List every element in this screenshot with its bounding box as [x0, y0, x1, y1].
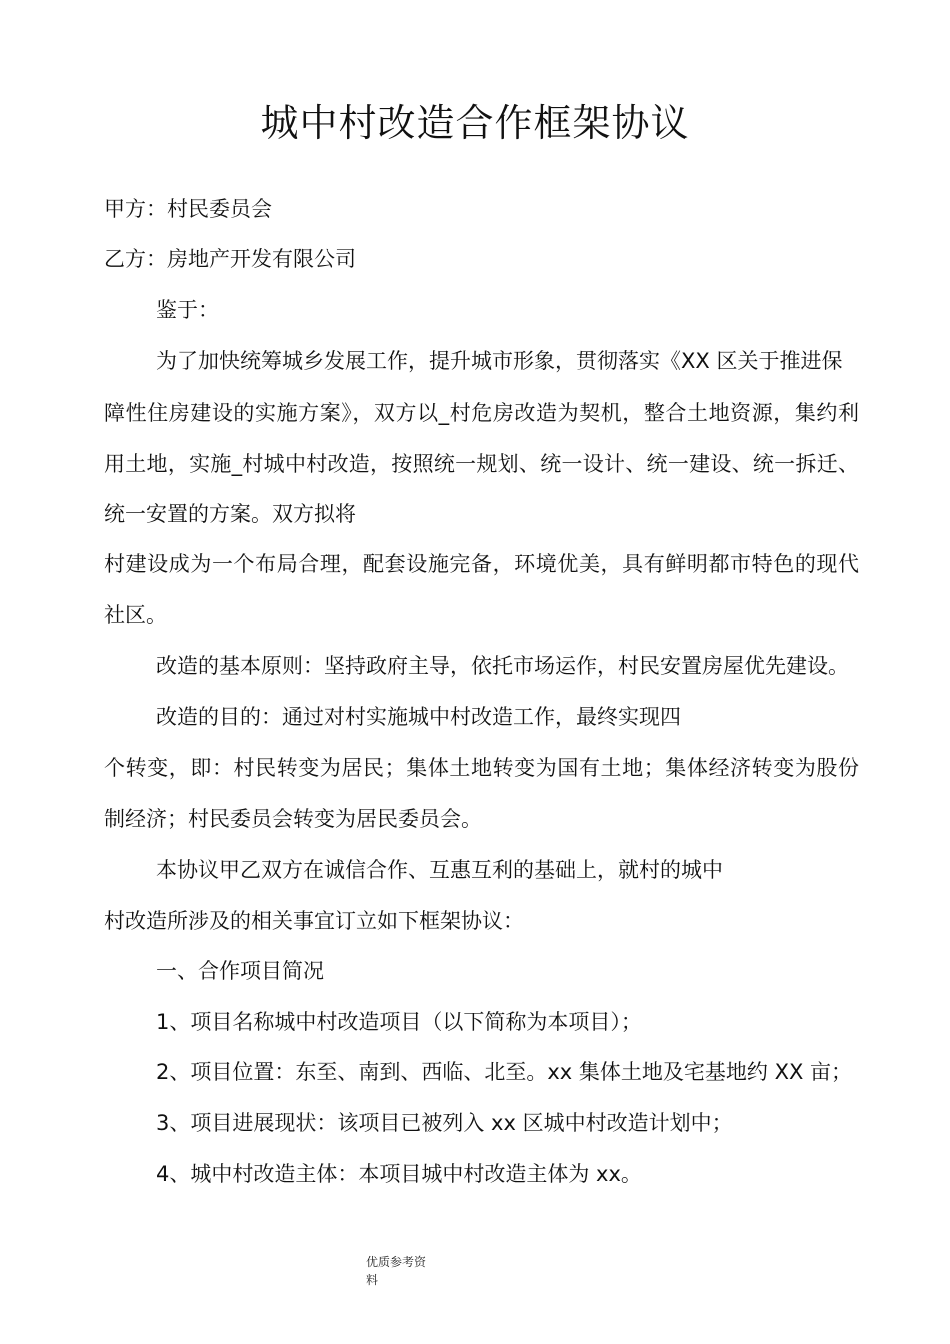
paragraph-line: 社区。 — [104, 603, 167, 627]
paragraph-line: 村建设成为一个布局合理，配套设施完备，环境优美，具有鲜明都市特色的现代 — [104, 552, 859, 576]
paragraph-line: 障性住房建设的实施方案》，双方以_村危房改造为契机，整合土地资源，集约利 — [104, 401, 859, 425]
footer-line: 料 — [366, 1273, 379, 1287]
section-heading: 一、合作项目简况 — [156, 959, 324, 983]
paragraph-line: 为了加快统筹城乡发展工作，提升城市形象，贯彻落实《XX 区关于推进保 — [156, 349, 843, 373]
list-item: 3、项目进展现状：该项目已被列入 xx 区城中村改造计划中； — [156, 1111, 733, 1135]
page-title: 城中村改造合作框架协议 — [260, 101, 690, 145]
principle-line: 改造的基本原则：坚持政府主导，依托市场运作，村民安置房屋优先建设。 — [156, 654, 849, 678]
agreement-line: 村改造所涉及的相关事宜订立如下框架协议： — [104, 909, 524, 933]
paragraph-line: 统一安置的方案。双方拟将 — [104, 502, 356, 526]
party-a: 甲方：村民委员会 — [104, 197, 272, 221]
list-item: 4、城中村改造主体：本项目城中村改造主体为 xx。 — [156, 1162, 642, 1186]
list-item: 2、项目位置：东至、南到、西临、北至。xx 集体土地及宅基地约 XX 亩； — [156, 1060, 853, 1084]
whereas-label: 鉴于： — [156, 298, 219, 322]
footer-line: 优质参考资 — [366, 1255, 427, 1269]
paragraph-line: 制经济；村民委员会转变为居民委员会。 — [104, 807, 482, 831]
list-item: 1、项目名称城中村改造项目（以下简称为本项目）； — [156, 1010, 642, 1034]
party-b: 乙方：房地产开发有限公司 — [104, 247, 356, 271]
paragraph-line: 用土地，实施_村城中村改造，按照统一规划、统一设计、统一建设、统一拆迁、 — [104, 452, 859, 476]
paragraph-line: 个转变，即：村民转变为居民；集体土地转变为国有土地；集体经济转变为股份 — [104, 756, 859, 780]
purpose-line: 改造的目的：通过对村实施城中村改造工作，最终实现四 — [156, 705, 681, 729]
footer-note — [366, 1253, 446, 1289]
agreement-line: 本协议甲乙双方在诚信合作、互惠互利的基础上，就村的城中 — [156, 858, 723, 882]
